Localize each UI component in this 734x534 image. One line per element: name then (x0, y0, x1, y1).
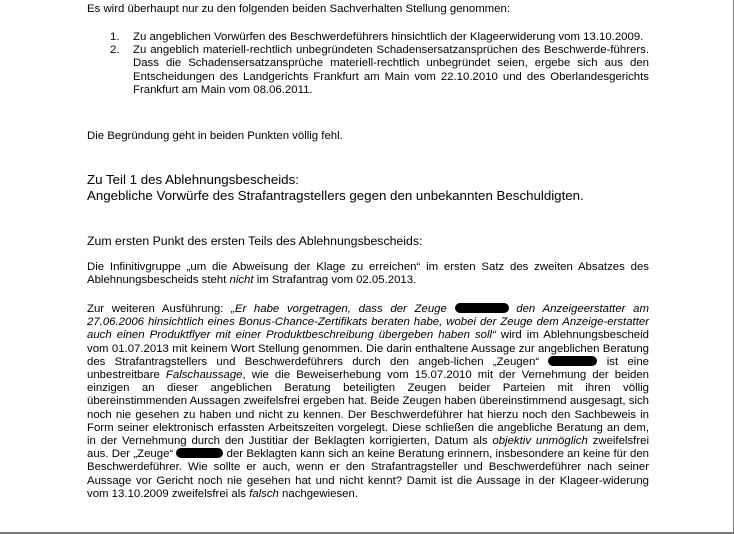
paragraph-text: Zur weiteren Ausführung: (87, 303, 232, 315)
list-item (87, 31, 649, 44)
subheading: Zum ersten Punkt des ersten Teils des Ablehnungsbescheids: (87, 234, 423, 248)
statement-list (87, 31, 649, 97)
paragraph-text: Die Infinitivgruppe „um die Abweisung der Klage zu erreichen“ im ersten Satz des zweiten Absatzes des Ablehnungsbescheids steht (87, 261, 649, 287)
begruendung-text: Die Begründung geht in beiden Punkten völlig fehl. (87, 130, 343, 142)
quote-text: den Anzeigeerstatter am 27.06.2006 hinsichtlich eines Bonus-Chance-Zertifikats beraten habe, wobei der Zeuge dem Anzeige-erstatter auch einen Produktflyer mit einer Produktbeschreibung übergeben haben soll“ (87, 303, 649, 342)
list-number: 1. (110, 31, 120, 43)
paragraph-text: nachgewiesen. (278, 487, 359, 500)
list-number: 2. (110, 44, 120, 57)
paragraph-ausfuehrung (87, 303, 649, 501)
redaction-bar (548, 356, 597, 366)
section-heading-line2: Angebliche Vorwürfe des Strafantragstellers gegen den unbekannten Beschuldigten. (87, 188, 584, 203)
paragraph-text: der Beklagten kann sich an keine Beratung erinnern, insbesondere an keine für den Beschwerdeführer. Wie sollte er auch, wenn er den Strafantragsteller und Beschwerdeführer nach seiner Aussage vor Gericht noch nie gesehen hat und nicht kennt? Damit ist die Aussage in der Klageer-widerung vom 13.10.2009 zweifelsfrei als (87, 448, 649, 500)
paragraph-text: im Strafantrag vom 02.05.2013. (253, 274, 417, 287)
list-item-text: Zu angeblich materiell-rechtlich unbegründeten Schadensersatzansprüchen des Beschwerde-führers. Dass die Schadensersatzansprüche materiell-rechtlich unbegründet seien, ergebe sich aus den Entscheidungen des Landgerichts Frankfurt am Main vom 22.10.2010 und des Oberlandesgerichts Frankfurt am Main vom 08.06.2011. (133, 44, 649, 96)
quote-text: „Er habe vorgetragen, dass der Zeuge (231, 303, 455, 315)
redaction-bar (176, 448, 223, 458)
paragraph-infinitivgruppe (87, 261, 649, 287)
section-heading-line1: Zu Teil 1 des Ablehnungsbescheids: (87, 172, 299, 187)
paragraph-text: , wie die Beweiserhebung vom 15.07.2010 mit der Vernehmung der beiden einzigen an dieser angeblichen Beratung beteiligten Zeugen beider Parteien mit ihren völlig übereinstimmenden Aussagen zweifelsfrei ergeben hat. Beide Zeugen haben übereinstimmend ausgesagt, sich noch nie gesehen zu haben und nicht zu kennen. Der Beschwerdeführer hat hierzu noch den Sachbeweis in Form seiner elektronisch erfassten Arbeitszeiten vorgelegt. Diese schließen die angebliche Beratung an dem, in der Vernehmung durch den Justitiar der Beklagten korrigierten, Datum als (87, 369, 649, 448)
emphasis-text: objektiv unmöglich (492, 435, 588, 448)
paragraph-text: zweifelsfrei aus. Der „Zeuge“ (87, 435, 649, 461)
redaction-bar (455, 303, 509, 313)
emphasis-text: falsch (249, 487, 279, 500)
list-item (87, 44, 649, 97)
list-item-text: Zu angeblichen Vorwürfen des Beschwerdeführers hinsichtlich der Klageerwiderung vom 13.10.2009. (133, 31, 644, 43)
paragraph-text: ist eine unbestreitbare (87, 355, 649, 382)
emphasis-text: Falschaussage (165, 369, 243, 382)
intro-text: Es wird überhaupt nur zu den folgenden beiden Sachverhalten Stellung genommen: (87, 3, 511, 15)
paragraph-text: wird im Ablehnungsbescheid vom 01.07.2013 mit keinem Wort Stellung genommen. Die darin enthaltene Aussage zur angeblichen Beratung des Strafantragstellers und Beschwerdeführers durch den angeb-lichen „Zeugen“ (87, 329, 649, 368)
emphasis-text: nicht (229, 274, 254, 287)
